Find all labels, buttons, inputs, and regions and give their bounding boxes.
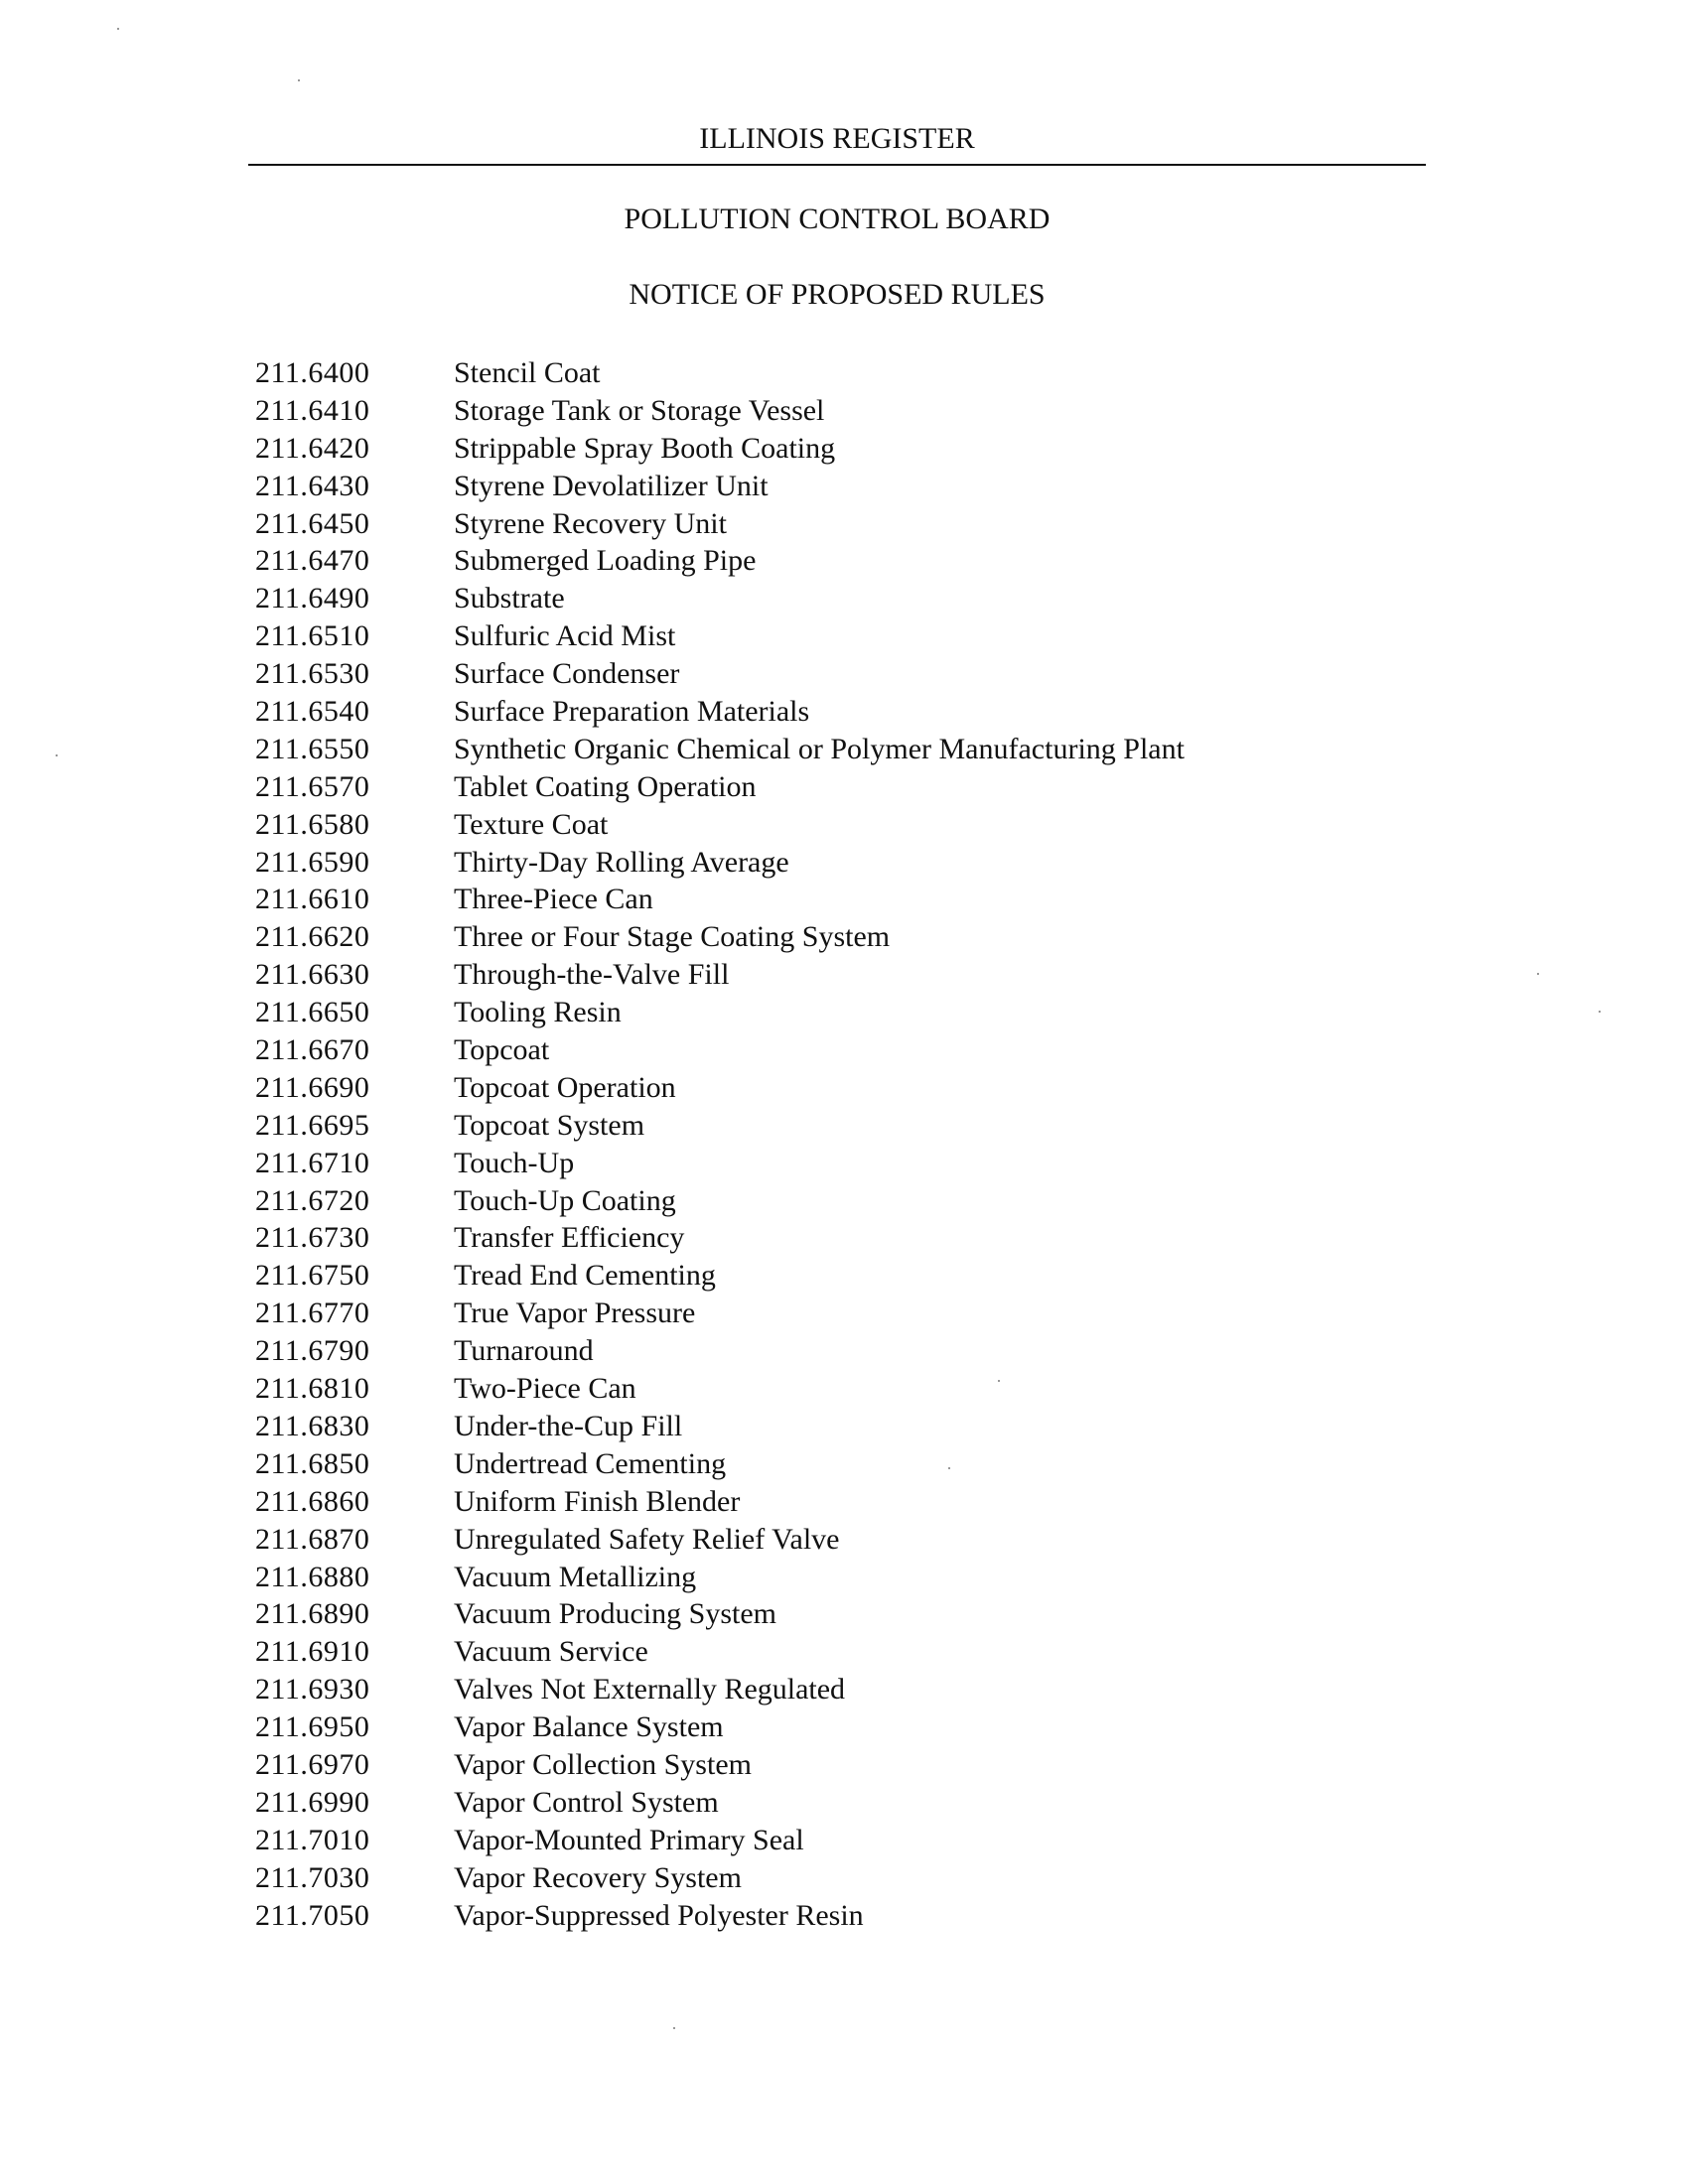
section-title: Topcoat Operation <box>454 1070 676 1104</box>
scan-speck <box>1537 973 1539 975</box>
section-row <box>255 1559 1447 1596</box>
section-number: 211.6620 <box>255 920 370 954</box>
section-title: Under-the-Cup Fill <box>454 1409 683 1442</box>
section-title: Vapor-Suppressed Polyester Resin <box>454 1898 864 1932</box>
section-list <box>255 354 1447 1934</box>
section-number: 211.6695 <box>255 1108 370 1142</box>
section-title: Sulfuric Acid Mist <box>454 619 676 653</box>
section-number: 211.6580 <box>255 807 370 841</box>
section-title: Two-Piece Can <box>454 1372 636 1406</box>
section-row <box>255 1445 1447 1483</box>
section-number: 211.6470 <box>255 544 370 578</box>
section-title: Vacuum Metallizing <box>454 1560 697 1593</box>
section-row <box>255 1633 1447 1671</box>
section-row <box>255 1182 1447 1220</box>
section-row <box>255 1295 1447 1332</box>
section-number: 211.6630 <box>255 958 370 992</box>
section-row <box>255 1370 1447 1408</box>
section-number: 211.6570 <box>255 769 370 803</box>
section-title: Tread End Cementing <box>454 1259 716 1293</box>
header-rule <box>248 164 1426 166</box>
section-row <box>255 1897 1447 1935</box>
section-row <box>255 1784 1447 1822</box>
section-row <box>255 1521 1447 1559</box>
section-number: 211.7050 <box>255 1898 370 1932</box>
section-title: Vapor Control System <box>454 1785 719 1819</box>
section-row <box>255 580 1447 617</box>
section-row <box>255 731 1447 768</box>
section-number: 211.6790 <box>255 1334 370 1368</box>
section-title: Thirty-Day Rolling Average <box>454 845 789 879</box>
section-title: Stencil Coat <box>454 356 601 389</box>
section-row <box>255 1219 1447 1257</box>
section-number: 211.7010 <box>255 1823 370 1856</box>
section-title: Vapor Balance System <box>454 1710 724 1744</box>
section-number: 211.6410 <box>255 393 370 427</box>
section-row <box>255 542 1447 580</box>
section-title: Vapor Recovery System <box>454 1860 742 1894</box>
section-title: Topcoat System <box>454 1108 645 1142</box>
section-title: Three or Four Stage Coating System <box>454 920 891 954</box>
section-row <box>255 1408 1447 1445</box>
section-row <box>255 994 1447 1031</box>
section-row <box>255 1483 1447 1521</box>
section-title: Uniform Finish Blender <box>454 1484 741 1518</box>
section-title: Touch-Up Coating <box>454 1183 676 1217</box>
section-number: 211.6420 <box>255 431 370 465</box>
section-title: Three-Piece Can <box>454 883 653 916</box>
section-row <box>255 693 1447 731</box>
section-title: Turnaround <box>454 1334 594 1368</box>
section-row <box>255 1595 1447 1633</box>
section-row <box>255 1671 1447 1708</box>
section-title: Tablet Coating Operation <box>454 769 757 803</box>
section-title: Transfer Efficiency <box>454 1221 685 1255</box>
section-title: Styrene Devolatilizer Unit <box>454 469 769 502</box>
section-number: 211.6930 <box>255 1673 370 1706</box>
section-number: 211.6890 <box>255 1597 370 1631</box>
section-number: 211.6830 <box>255 1409 370 1442</box>
section-number: 211.6810 <box>255 1372 370 1406</box>
section-number: 211.6690 <box>255 1070 370 1104</box>
section-row <box>255 881 1447 918</box>
section-number: 211.6610 <box>255 883 370 916</box>
section-title: Unregulated Safety Relief Valve <box>454 1522 840 1556</box>
section-title: Through-the-Valve Fill <box>454 958 730 992</box>
section-row <box>255 1031 1447 1069</box>
section-number: 211.6710 <box>255 1146 370 1179</box>
section-title: Vapor Collection System <box>454 1747 752 1781</box>
section-row <box>255 617 1447 655</box>
scan-speck <box>1599 1011 1601 1013</box>
section-title: Vapor-Mounted Primary Seal <box>454 1823 804 1856</box>
section-number: 211.6530 <box>255 657 370 691</box>
scan-speck <box>298 79 300 81</box>
section-row <box>255 768 1447 806</box>
section-title: Submerged Loading Pipe <box>454 544 757 578</box>
register-header: ILLINOIS REGISTER <box>699 122 975 155</box>
section-title: Synthetic Organic Chemical or Polymer Manufacturing Plant <box>454 732 1185 765</box>
section-row <box>255 655 1447 693</box>
section-number: 211.6450 <box>255 506 370 540</box>
section-number: 211.6540 <box>255 695 370 729</box>
section-number: 211.6750 <box>255 1259 370 1293</box>
section-row <box>255 392 1447 430</box>
section-row <box>255 1145 1447 1182</box>
section-row <box>255 1708 1447 1746</box>
section-title: Surface Condenser <box>454 657 680 691</box>
section-number: 211.6950 <box>255 1710 370 1744</box>
scan-speck <box>117 28 119 30</box>
section-number: 211.6720 <box>255 1183 370 1217</box>
section-number: 211.6400 <box>255 356 370 389</box>
section-number: 211.6510 <box>255 619 370 653</box>
scan-speck <box>673 2027 675 2029</box>
section-number: 211.6770 <box>255 1297 370 1330</box>
section-title: Valves Not Externally Regulated <box>454 1673 846 1706</box>
section-number: 211.6550 <box>255 732 370 765</box>
section-row <box>255 430 1447 468</box>
section-number: 211.7030 <box>255 1860 370 1894</box>
scan-speck <box>998 1380 1000 1382</box>
section-row <box>255 1859 1447 1897</box>
section-title: Vacuum Producing System <box>454 1597 776 1631</box>
section-title: Texture Coat <box>454 807 609 841</box>
section-number: 211.6650 <box>255 996 370 1029</box>
section-row <box>255 354 1447 392</box>
section-row <box>255 918 1447 956</box>
section-row <box>255 956 1447 994</box>
section-row <box>255 1107 1447 1145</box>
section-title: Touch-Up <box>454 1146 575 1179</box>
section-row <box>255 505 1447 543</box>
section-number: 211.6990 <box>255 1785 370 1819</box>
section-number: 211.6590 <box>255 845 370 879</box>
section-title: Tooling Resin <box>454 996 622 1029</box>
section-number: 211.6730 <box>255 1221 370 1255</box>
section-row <box>255 1257 1447 1295</box>
board-name: POLLUTION CONTROL BOARD <box>624 203 1051 235</box>
scan-speck <box>56 754 58 756</box>
section-row <box>255 844 1447 882</box>
notice-title: NOTICE OF PROPOSED RULES <box>629 278 1046 311</box>
section-number: 211.6910 <box>255 1635 370 1669</box>
section-number: 211.6850 <box>255 1446 370 1480</box>
section-number: 211.6430 <box>255 469 370 502</box>
section-title: Undertread Cementing <box>454 1446 727 1480</box>
section-title: Storage Tank or Storage Vessel <box>454 393 825 427</box>
section-row <box>255 1746 1447 1784</box>
section-title: Topcoat <box>454 1033 550 1067</box>
section-row <box>255 1332 1447 1370</box>
section-title: Styrene Recovery Unit <box>454 506 727 540</box>
section-row <box>255 1069 1447 1107</box>
section-number: 211.6490 <box>255 582 370 615</box>
section-title: True Vapor Pressure <box>454 1297 696 1330</box>
section-title: Vacuum Service <box>454 1635 648 1669</box>
section-row <box>255 1822 1447 1859</box>
section-title: Surface Preparation Materials <box>454 695 810 729</box>
section-number: 211.6870 <box>255 1522 370 1556</box>
section-number: 211.6670 <box>255 1033 370 1067</box>
section-row <box>255 468 1447 505</box>
section-number: 211.6860 <box>255 1484 370 1518</box>
section-row <box>255 806 1447 844</box>
section-title: Substrate <box>454 582 565 615</box>
scan-speck <box>948 1467 950 1469</box>
section-number: 211.6880 <box>255 1560 370 1593</box>
section-number: 211.6970 <box>255 1747 370 1781</box>
section-title: Strippable Spray Booth Coating <box>454 431 836 465</box>
